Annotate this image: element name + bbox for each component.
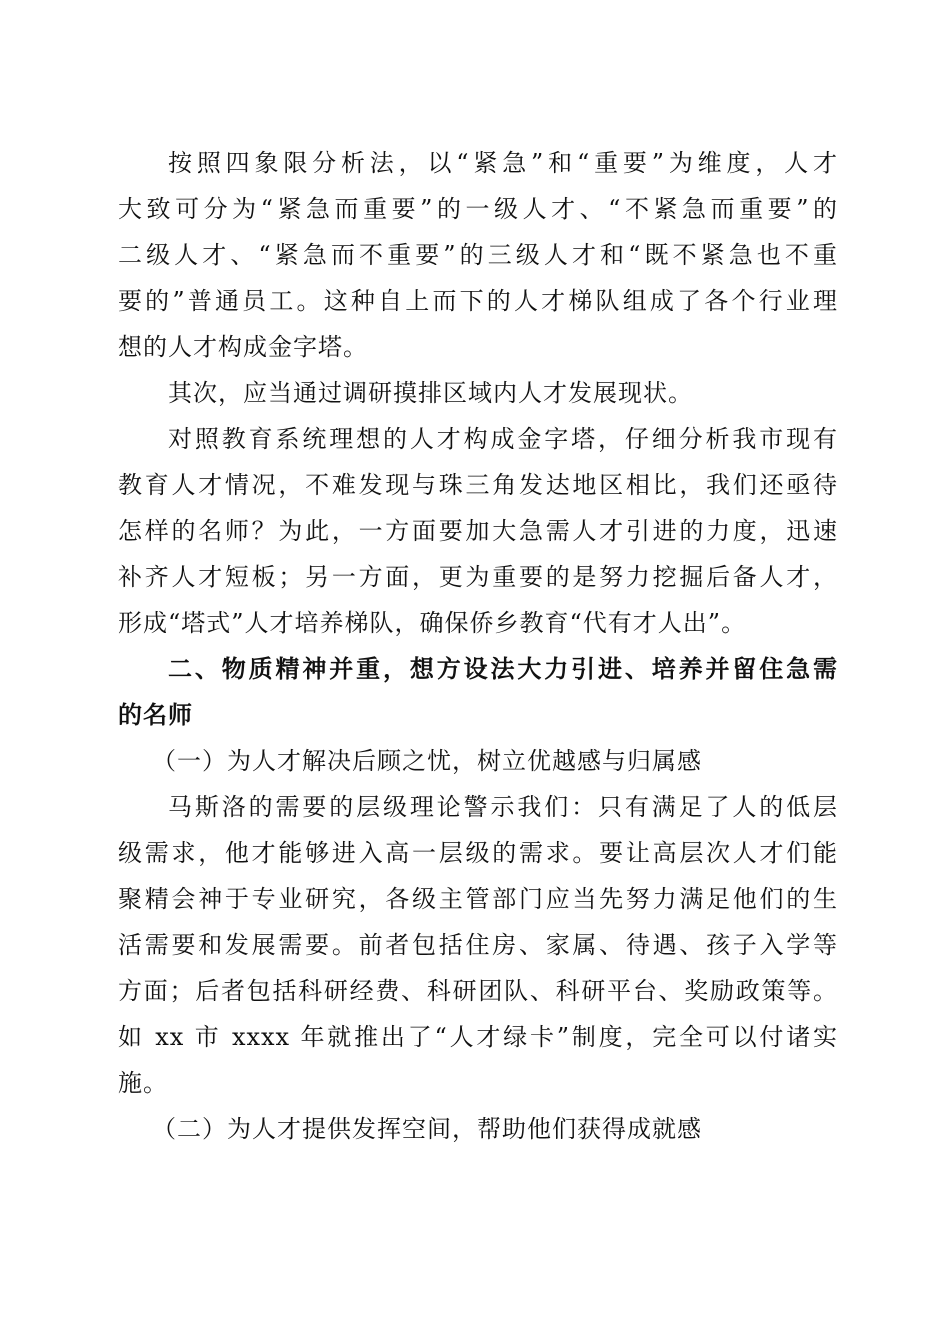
text-line: 施。 [118,1069,168,1097]
document-body [118,140,838,1152]
subheading-line: （二）为人才提供发挥空间，帮助他们获得成就感 [152,1115,702,1143]
text-line: 对照教育系统理想的人才构成金字塔，仔细分析我市现有 [168,425,838,453]
text-line: 活需要和发展需要。前者包括住房、家属、待遇、孩子入学等 [118,931,838,959]
subsection-heading-1 [118,738,838,784]
heading-line: 的名师 [118,701,193,729]
text-line: 想的人才构成金字塔。 [118,333,368,361]
paragraph-talent-pyramid [118,416,838,646]
text-line: 方面；后者包括科研经费、科研团队、科研平台、奖励政策等。 [118,977,838,1005]
paragraph-quadrant-analysis [118,140,838,370]
text-line: 补齐人才短板；另一方面，更为重要的是努力挖掘后备人才， [118,563,838,591]
text-line: 怎样的名师？为此，一方面要加大急需人才引进的力度，迅速 [118,517,838,545]
text-line: 大致可分为“紧急而重要”的一级人才、“不紧急而重要”的 [118,195,838,223]
text-line: 其次，应当通过调研摸排区域内人才发展现状。 [168,379,693,407]
text-line: 马斯洛的需要的层级理论警示我们：只有满足了人的低层 [168,793,838,821]
text-line: 教育人才情况，不难发现与珠三角发达地区相比，我们还亟待 [118,471,838,499]
text-line: 如 xx 市 xxxx 年就推出了“人才绿卡”制度，完全可以付诸实 [118,1023,838,1051]
text-line: 聚精会神于专业研究，各级主管部门应当先努力满足他们的生 [118,885,838,913]
section-heading [118,646,838,738]
text-line: 按照四象限分析法，以“紧急”和“重要”为维度，人才 [168,149,838,177]
text-line: 二级人才、“紧急而不重要”的三级人才和“既不紧急也不重 [118,241,838,269]
subsection-heading-2 [118,1106,838,1152]
text-line: 形成“塔式”人才培养梯队，确保侨乡教育“代有才人出”。 [118,609,747,637]
paragraph-survey [118,370,838,416]
subheading-line: （一）为人才解决后顾之忧，树立优越感与归属感 [152,747,702,775]
text-line: 要的”普通员工。这种自上而下的人才梯队组成了各个行业理 [118,287,838,315]
text-line: 级需求，他才能够进入高一层级的需求。要让高层次人才们能 [118,839,838,867]
heading-line: 二、物质精神并重，想方设法大力引进、培养并留住急需 [168,655,838,683]
paragraph-maslow [118,784,838,1106]
